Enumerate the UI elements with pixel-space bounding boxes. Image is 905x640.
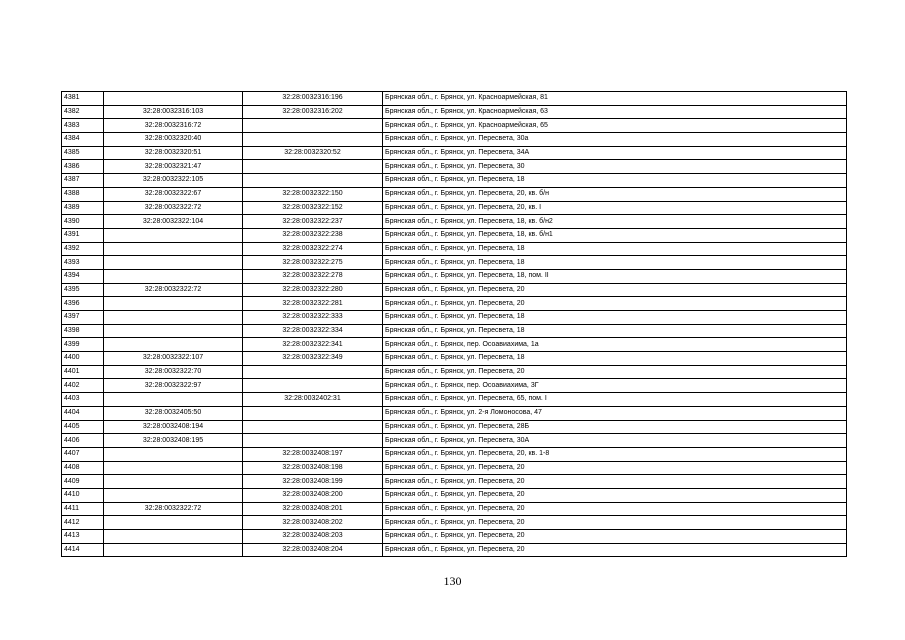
building-number-cell [243, 420, 383, 434]
land-parcel-number-cell: 32:28:0032405:50 [104, 406, 243, 420]
building-number-cell: 32:28:0032408:202 [243, 516, 383, 530]
address-cell: Брянская обл., г. Брянск, ул. Пересвета, 18 [383, 242, 847, 256]
row-number-cell: 4400 [62, 352, 104, 366]
building-number-cell: 32:28:0032408:197 [243, 447, 383, 461]
table-row [62, 187, 847, 201]
table-row [62, 119, 847, 133]
building-number-cell: 32:28:0032322:274 [243, 242, 383, 256]
table-row [62, 174, 847, 188]
address-cell: Брянская обл., г. Брянск, ул. Пересвета, 18, пом. II [383, 269, 847, 283]
address-cell: Брянская обл., г. Брянск, ул. Пересвета, 18 [383, 324, 847, 338]
table-row [62, 256, 847, 270]
land-parcel-number-cell [104, 324, 243, 338]
table-row [62, 201, 847, 215]
row-number-cell: 4391 [62, 228, 104, 242]
land-parcel-number-cell: 32:28:0032322:72 [104, 283, 243, 297]
building-number-cell [243, 160, 383, 174]
building-number-cell: 32:28:0032322:349 [243, 352, 383, 366]
table-row [62, 530, 847, 544]
row-number-cell: 4401 [62, 365, 104, 379]
row-number-cell: 4397 [62, 311, 104, 325]
address-cell: Брянская обл., г. Брянск, ул. Пересвета, 65, пом. I [383, 393, 847, 407]
table-row [62, 269, 847, 283]
table-row [62, 92, 847, 106]
table-row [62, 543, 847, 557]
building-number-cell [243, 379, 383, 393]
address-cell: Брянская обл., г. Брянск, ул. Пересвета, 20, кв. б/н [383, 187, 847, 201]
address-cell: Брянская обл., г. Брянск, ул. Красноармейская, 81 [383, 92, 847, 106]
land-parcel-number-cell [104, 393, 243, 407]
building-number-cell [243, 406, 383, 420]
row-number-cell: 4412 [62, 516, 104, 530]
building-number-cell: 32:28:0032408:200 [243, 488, 383, 502]
table-row [62, 311, 847, 325]
row-number-cell: 4406 [62, 434, 104, 448]
table-row [62, 228, 847, 242]
row-number-cell: 4414 [62, 543, 104, 557]
cadastral-table [61, 91, 847, 557]
table-row [62, 297, 847, 311]
building-number-cell: 32:28:0032316:202 [243, 105, 383, 119]
table-row [62, 133, 847, 147]
land-parcel-number-cell: 32:28:0032408:194 [104, 420, 243, 434]
land-parcel-number-cell [104, 256, 243, 270]
row-number-cell: 4393 [62, 256, 104, 270]
building-number-cell [243, 434, 383, 448]
table-row [62, 242, 847, 256]
table-row [62, 352, 847, 366]
table-row [62, 488, 847, 502]
address-cell: Брянская обл., г. Брянск, ул. Пересвета, 18, кв. б/н2 [383, 215, 847, 229]
address-cell: Брянская обл., г. Брянск, ул. Пересвета, 20 [383, 461, 847, 475]
land-parcel-number-cell: 32:28:0032322:104 [104, 215, 243, 229]
building-number-cell: 32:28:0032322:275 [243, 256, 383, 270]
table-row [62, 475, 847, 489]
land-parcel-number-cell: 32:28:0032316:72 [104, 119, 243, 133]
address-cell: Брянская обл., г. Брянск, ул. 2-я Ломоносова, 47 [383, 406, 847, 420]
address-cell: Брянская обл., г. Брянск, ул. Пересвета, 20 [383, 475, 847, 489]
land-parcel-number-cell [104, 516, 243, 530]
building-number-cell: 32:28:0032322:152 [243, 201, 383, 215]
land-parcel-number-cell [104, 242, 243, 256]
address-cell: Брянская обл., г. Брянск, ул. Пересвета, 30А [383, 434, 847, 448]
row-number-cell: 4404 [62, 406, 104, 420]
building-number-cell: 32:28:0032408:203 [243, 530, 383, 544]
building-number-cell: 32:28:0032316:196 [243, 92, 383, 106]
land-parcel-number-cell [104, 92, 243, 106]
row-number-cell: 4410 [62, 488, 104, 502]
address-cell: Брянская обл., г. Брянск, ул. Пересвета, 28Б [383, 420, 847, 434]
address-cell: Брянская обл., г. Брянск, ул. Красноармейская, 65 [383, 119, 847, 133]
building-number-cell: 32:28:0032320:52 [243, 146, 383, 160]
land-parcel-number-cell: 32:28:0032320:40 [104, 133, 243, 147]
row-number-cell: 4409 [62, 475, 104, 489]
row-number-cell: 4383 [62, 119, 104, 133]
row-number-cell: 4389 [62, 201, 104, 215]
row-number-cell: 4413 [62, 530, 104, 544]
land-parcel-number-cell: 32:28:0032322:105 [104, 174, 243, 188]
building-number-cell: 32:28:0032408:204 [243, 543, 383, 557]
table-row [62, 447, 847, 461]
land-parcel-number-cell [104, 461, 243, 475]
address-cell: Брянская обл., г. Брянск, ул. Пересвета, 20 [383, 297, 847, 311]
address-cell: Брянская обл., г. Брянск, ул. Пересвета, 20, кв. 1-8 [383, 447, 847, 461]
land-parcel-number-cell [104, 475, 243, 489]
address-cell: Брянская обл., г. Брянск, ул. Пересвета, 18 [383, 174, 847, 188]
row-number-cell: 4386 [62, 160, 104, 174]
table-row [62, 105, 847, 119]
row-number-cell: 4395 [62, 283, 104, 297]
land-parcel-number-cell [104, 543, 243, 557]
land-parcel-number-cell [104, 269, 243, 283]
land-parcel-number-cell: 32:28:0032322:72 [104, 201, 243, 215]
table-row [62, 365, 847, 379]
row-number-cell: 4388 [62, 187, 104, 201]
address-cell: Брянская обл., г. Брянск, ул. Пересвета, 18 [383, 352, 847, 366]
land-parcel-number-cell: 32:28:0032320:51 [104, 146, 243, 160]
address-cell: Брянская обл., г. Брянск, ул. Пересвета, 34А [383, 146, 847, 160]
address-cell: Брянская обл., г. Брянск, ул. Пересвета, 20 [383, 543, 847, 557]
land-parcel-number-cell [104, 228, 243, 242]
row-number-cell: 4408 [62, 461, 104, 475]
row-number-cell: 4407 [62, 447, 104, 461]
address-cell: Брянская обл., г. Брянск, ул. Пересвета, 20 [383, 365, 847, 379]
row-number-cell: 4385 [62, 146, 104, 160]
table-row [62, 215, 847, 229]
row-number-cell: 4384 [62, 133, 104, 147]
building-number-cell: 32:28:0032322:334 [243, 324, 383, 338]
land-parcel-number-cell: 32:28:0032322:67 [104, 187, 243, 201]
building-number-cell: 32:28:0032322:281 [243, 297, 383, 311]
address-cell: Брянская обл., г. Брянск, ул. Пересвета, 30а [383, 133, 847, 147]
table-row [62, 420, 847, 434]
row-number-cell: 4392 [62, 242, 104, 256]
land-parcel-number-cell [104, 530, 243, 544]
building-number-cell: 32:28:0032322:238 [243, 228, 383, 242]
table-row [62, 338, 847, 352]
table-row [62, 283, 847, 297]
land-parcel-number-cell [104, 297, 243, 311]
building-number-cell: 32:28:0032408:199 [243, 475, 383, 489]
row-number-cell: 4411 [62, 502, 104, 516]
row-number-cell: 4381 [62, 92, 104, 106]
address-cell: Брянская обл., г. Брянск, ул. Пересвета, 20 [383, 488, 847, 502]
address-cell: Брянская обл., г. Брянск, ул. Пересвета, 20 [383, 502, 847, 516]
land-parcel-number-cell [104, 311, 243, 325]
table-body [62, 92, 847, 557]
table-row [62, 461, 847, 475]
table-row [62, 434, 847, 448]
row-number-cell: 4398 [62, 324, 104, 338]
land-parcel-number-cell: 32:28:0032322:107 [104, 352, 243, 366]
address-cell: Брянская обл., г. Брянск, ул. Пересвета, 20 [383, 516, 847, 530]
row-number-cell: 4394 [62, 269, 104, 283]
row-number-cell: 4402 [62, 379, 104, 393]
building-number-cell: 32:28:0032322:333 [243, 311, 383, 325]
building-number-cell: 32:28:0032322:150 [243, 187, 383, 201]
row-number-cell: 4403 [62, 393, 104, 407]
address-cell: Брянская обл., г. Брянск, ул. Пересвета, 20 [383, 530, 847, 544]
building-number-cell [243, 174, 383, 188]
table-row [62, 379, 847, 393]
land-parcel-number-cell [104, 447, 243, 461]
building-number-cell: 32:28:0032322:278 [243, 269, 383, 283]
address-cell: Брянская обл., г. Брянск, пер. Осоавиахима, 1а [383, 338, 847, 352]
table-row [62, 393, 847, 407]
building-number-cell [243, 365, 383, 379]
land-parcel-number-cell [104, 338, 243, 352]
building-number-cell [243, 133, 383, 147]
table-row [62, 406, 847, 420]
table-row [62, 160, 847, 174]
address-cell: Брянская обл., г. Брянск, ул. Пересвета, 18, кв. б/н1 [383, 228, 847, 242]
address-cell: Брянская обл., г. Брянск, ул. Пересвета, 18 [383, 256, 847, 270]
land-parcel-number-cell: 32:28:0032322:70 [104, 365, 243, 379]
table-row [62, 502, 847, 516]
page-number: 130 [443, 574, 462, 588]
building-number-cell: 32:28:0032322:280 [243, 283, 383, 297]
land-parcel-number-cell: 32:28:0032408:195 [104, 434, 243, 448]
row-number-cell: 4387 [62, 174, 104, 188]
building-number-cell: 32:28:0032402:31 [243, 393, 383, 407]
land-parcel-number-cell: 32:28:0032316:103 [104, 105, 243, 119]
table-row [62, 324, 847, 338]
row-number-cell: 4399 [62, 338, 104, 352]
row-number-cell: 4405 [62, 420, 104, 434]
address-cell: Брянская обл., г. Брянск, ул. Пересвета, 20 [383, 283, 847, 297]
land-parcel-number-cell: 32:28:0032322:72 [104, 502, 243, 516]
land-parcel-number-cell: 32:28:0032321:47 [104, 160, 243, 174]
table-row [62, 516, 847, 530]
address-cell: Брянская обл., г. Брянск, ул. Пересвета, 20, кв. I [383, 201, 847, 215]
address-cell: Брянская обл., г. Брянск, пер. Осоавиахима, 3Г [383, 379, 847, 393]
building-number-cell: 32:28:0032322:341 [243, 338, 383, 352]
address-cell: Брянская обл., г. Брянск, ул. Пересвета, 30 [383, 160, 847, 174]
building-number-cell: 32:28:0032408:201 [243, 502, 383, 516]
building-number-cell: 32:28:0032408:198 [243, 461, 383, 475]
row-number-cell: 4396 [62, 297, 104, 311]
land-parcel-number-cell: 32:28:0032322:97 [104, 379, 243, 393]
address-cell: Брянская обл., г. Брянск, ул. Пересвета, 18 [383, 311, 847, 325]
building-number-cell: 32:28:0032322:237 [243, 215, 383, 229]
address-cell: Брянская обл., г. Брянск, ул. Красноармейская, 63 [383, 105, 847, 119]
row-number-cell: 4390 [62, 215, 104, 229]
building-number-cell [243, 119, 383, 133]
land-parcel-number-cell [104, 488, 243, 502]
row-number-cell: 4382 [62, 105, 104, 119]
table-row [62, 146, 847, 160]
